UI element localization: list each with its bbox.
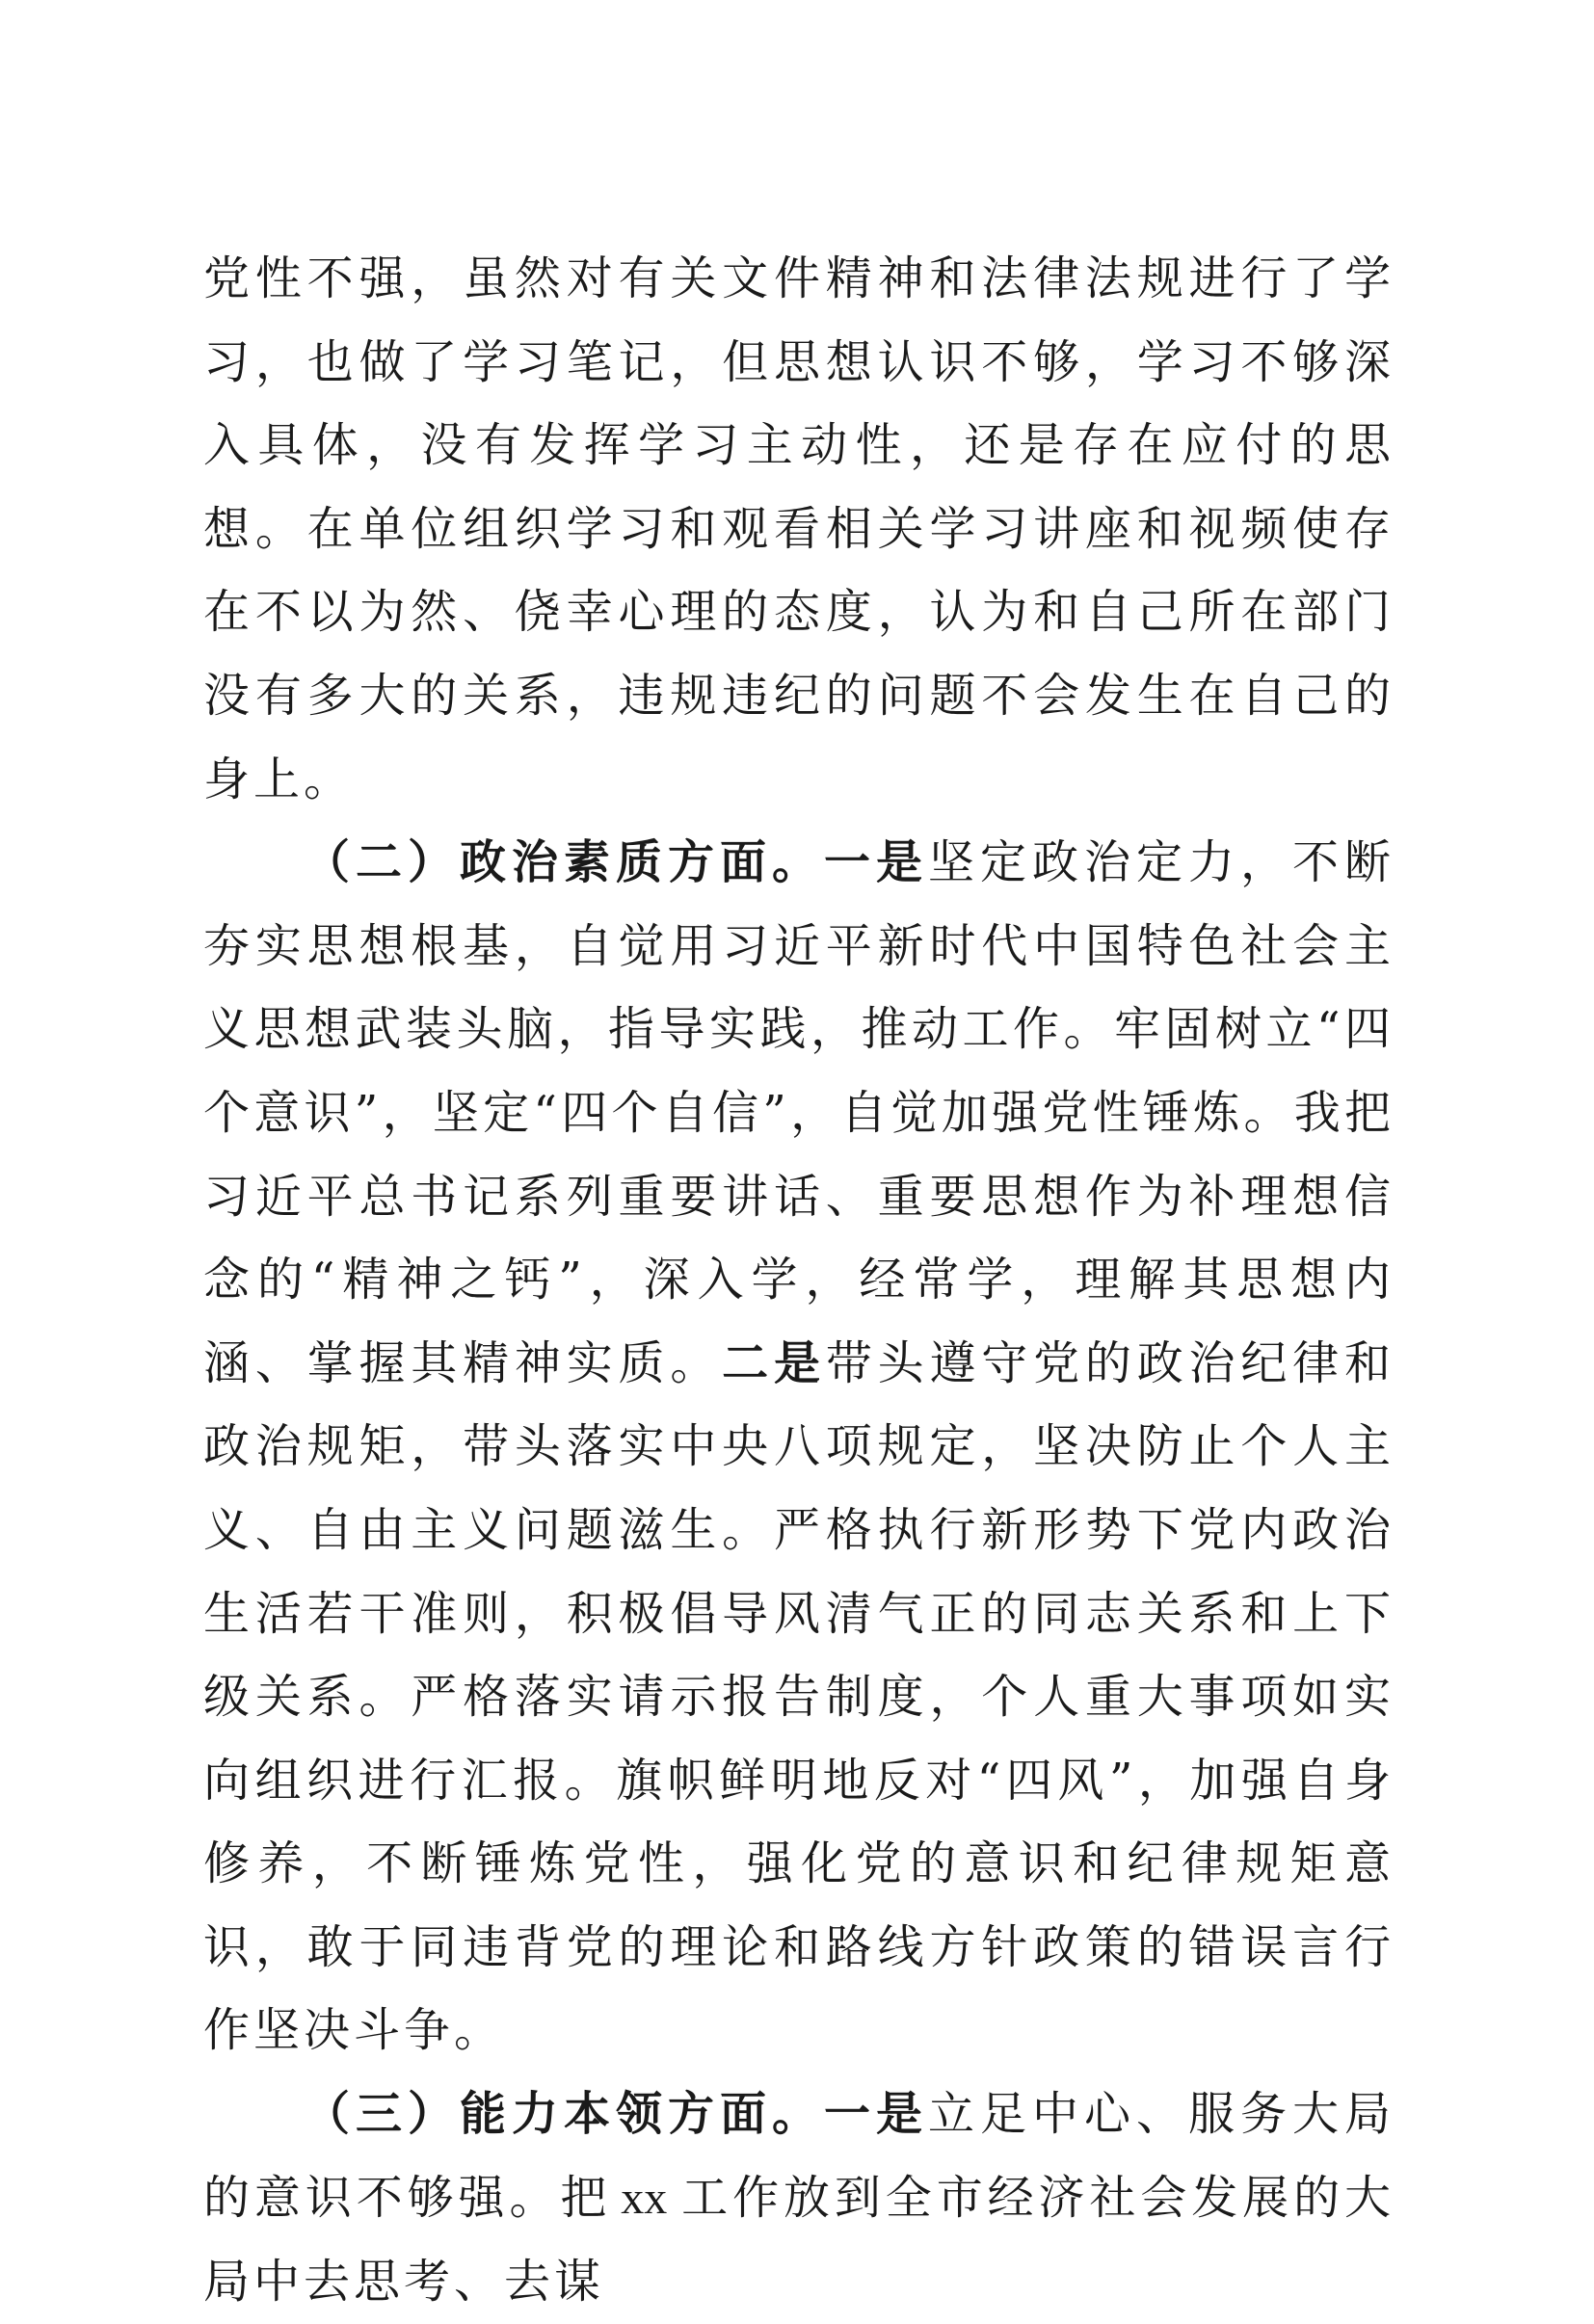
- section-heading-ability: （三）能力本领方面。: [304, 2087, 824, 2142]
- point-marker-second: 二是: [722, 1335, 826, 1390]
- point-marker-first: 一是: [823, 2087, 928, 2142]
- paragraph-text: 带头遵守党的政治纪律和政治规矩，带头落实中央八项规定，坚决防止个人主义、自由主义问题滋生。严格执行新形势下党内政治生活若干准则，积极倡导风清气正的同志关系和上下级关系。严格落实请示报告制度，个人重大事项如实向组织进行汇报。旗帜鲜明地反对“四风”，加强自身修养，不断锤炼党性，强化党的意识和纪律规矩意识，敢于同违背党的理论和路线方针政策的错误言行作坚决斗争。: [203, 1335, 1395, 2058]
- paragraph-text: 立足中心、服务大局的意识不够强。把: [203, 2087, 1395, 2225]
- paragraph-political-quality: [203, 821, 1395, 2073]
- paragraph-text: 工作放到全市经济社会发展的大局中去思考、去谋: [203, 2170, 1395, 2310]
- paragraph-text: 党性不强，虽然对有关文件精神和法律法规进行了学习，也做了学习笔记，但思想认识不够，学习不够深入具体，没有发挥学习主动性，还是存在应付的思想。在单位组织学习和观看相关学习讲座和视频使存在不以为然、侥幸心理的态度，认为和自己所在部门没有多大的关系，违规违纪的问题不会发生在自己的身上。: [203, 251, 1395, 806]
- placeholder-text: xx: [621, 2172, 668, 2224]
- point-marker-first: 一是: [823, 835, 928, 890]
- paragraph-text: 坚定政治定力，不断夯实思想根基，自觉用习近平新时代中国特色社会主义思想武装头脑，指导实践，推动工作。牢固树立“四个意识”，坚定“四个自信”，自觉加强党性锤炼。我把习近平总书记系列重要讲话、重要思想作为补理想信念的“精神之钙”，深入学，经常学，理解其思想内涵、掌握其精神实质。: [203, 835, 1395, 1390]
- paragraph-party-spirit: [203, 237, 1395, 821]
- paragraph-ability: [203, 2073, 1395, 2324]
- document-body: [203, 237, 1395, 2324]
- section-heading-political-quality: （二）政治素质方面。: [304, 835, 824, 890]
